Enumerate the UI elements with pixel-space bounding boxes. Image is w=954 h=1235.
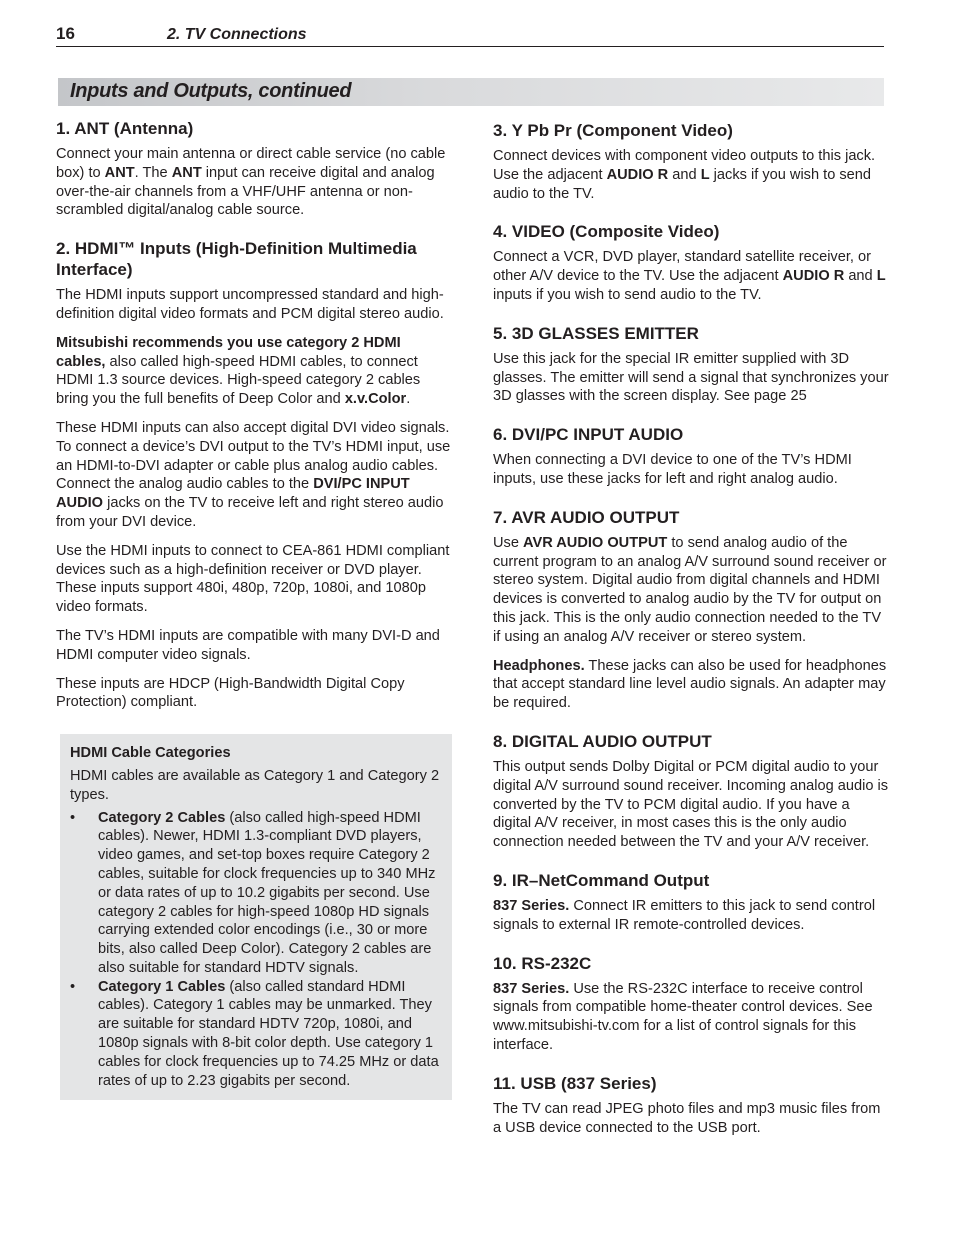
hdmi-text-3: These HDMI inputs can also accept digital DVI video signals. To connect a device’s DVI output to the TV’s HDMI input, use an HDMI-to-DVI adapter or cable plus analog audio cables. Connect the analog audio cables to the DVI/PC INPUT AUDIO jacks on the TV to receive left and right stereo audio from your DVI device. [56,419,451,530]
cable-list [70,809,442,1091]
box-intro: HDMI cables are available as Category 1 and Category 2 types. [70,767,440,803]
heading-composite: 4. VIDEO (Composite Video) [493,222,720,242]
list-item: • Category 1 Cables (also called standard HDMI cables). Category 1 cables may be unmarked. They are suitable for standard HDTV 720p, 1080i, and 1080p signals with 8-bit color depth. Use category 1 cables for clock frequencies up to 74.25 MHz or data rates of up to 2.23 gigabits per second. [70,978,439,1089]
hdmi-text-1: The HDMI inputs support uncompressed standard and high-definition digital video formats and PCM digital stereo audio. [56,287,444,322]
glasses-text: Use this jack for the special IR emitter supplied with 3D glasses. The emitter will send a signal that synchronizes your 3D glasses with the screen display. See page 25 [493,350,889,405]
heading-ir: 9. IR–NetCommand Output [493,870,710,890]
heading-hdmi: 2. HDMI™ Inputs (High-Definition Multimedia Interface) [56,239,417,280]
heading-usb: 11. USB (837 Series) [493,1073,657,1093]
page-number: 16 [56,24,75,43]
hdmi-text-6: These inputs are HDCP (High-Bandwidth Digital Copy Protection) compliant. [56,675,405,711]
section-rs232 [493,953,889,1055]
chapter-title: 2. TV Connections [167,26,307,43]
section-usb [493,1073,889,1138]
digital-text: This output sends Dolby Digital or PCM digital audio to your digital A/V surround sound receiver. Incoming analog audio is converted by the TV to PCM digital audio. If you have a digital A/V receiver, in most cases this is the only audio connection needed between the TV and your A/V receiver. [493,758,889,851]
heading-ant: 1. ANT (Antenna) [56,119,194,138]
bullet-icon: • [70,978,76,995]
list-item: • Category 2 Cables (also called high-speed HDMI cables). Newer, HDMI 1.3-compliant DVD players, video games, and set-top boxes require Category 2 cables, suitable for clock frequencies up to 340 MHz or data rates of up to 10.2 gigabits per second. Use category 2 cables for high-speed 1080p HD signals carrying extended color encodings (i.e., 30 or more bits, also called Deep Color). Category 2 cables are also suitable for standard HDTV signals. [70,809,436,976]
section-composite [493,221,889,304]
heading-rs232: 10. RS-232C [493,953,592,973]
heading-component: 3. Y Pb Pr (Component Video) [493,121,733,140]
hdmi-text-4: Use the HDMI inputs to connect to CEA-861 HDMI compliant devices such as a high-definition receiver or DVD player. These inputs support 480i, 480p, 720p, 1080i, and 1080p video formats. [56,542,450,616]
heading-dvi-audio: 6. DVI/PC INPUT AUDIO [493,425,684,445]
section-component [493,120,889,203]
heading-avr: 7. AVR AUDIO OUTPUT [493,507,680,527]
left-column [56,118,452,1100]
section-dvi-audio [493,424,889,489]
avr-text-1: Use AVR AUDIO OUTPUT to send analog audio of the current program to an analog A/V surround sound receiver or stereo system. Digital audio from digital channels and HDMI devices is converted to analog audio by the TV for output on this jack. This is the only audio connection needed to the TV if using an analog A/V receiver or stereo system. [493,534,887,645]
section-ant [56,118,452,220]
usb-text: The TV can read JPEG photo files and mp3 music files from a USB device connected to the USB port. [493,1100,881,1136]
box-title: HDMI Cable Categories [70,745,231,762]
section-digital-audio [493,731,889,852]
hdmi-cable-categories-box [60,734,452,1100]
section-hdmi [56,238,452,712]
ant-text: Connect your main antenna or direct cable service (no cable box) to ANT. The ANT input can receive digital and analog over-the-air channels from a VHF/UHF antenna or non-scrambled digital/analog cable source. [56,146,446,219]
heading-digital-audio: 8. DIGITAL AUDIO OUTPUT [493,731,712,751]
page-title: Inputs and Outputs, continued [70,80,352,102]
hdmi-text-5: The TV’s HDMI inputs are compatible with many DVI-D and HDMI computer video signals. [56,627,440,663]
heading-3d-glasses: 5. 3D GLASSES EMITTER [493,323,699,343]
section-3d-glasses [493,323,889,406]
right-column [493,120,889,1155]
ir-text: 837 Series. Connect IR emitters to this jack to send control signals to external IR remote-controlled devices. [493,897,876,933]
section-avr [493,507,889,713]
dvi-text: When connecting a DVI device to one of the TV’s HDMI inputs, use these jacks for left and right analog audio. [493,452,852,487]
hdmi-text-2: Mitsubishi recommends you use category 2 HDMI cables, also called high-speed HDMI cables, to connect HDMI 1.3 source devices. High-speed category 2 cables bring you the full benefits of Deep Color and x.v.Color. [56,334,421,408]
avr-text-2: Headphones. These jacks can also be used for headphones that accept standard line level audio signals. An adapter may be required. [493,657,887,712]
component-text: Connect devices with component video outputs to this jack. Use the adjacent AUDIO R and L jacks if you wish to send audio to the TV. [493,148,876,202]
bullet-icon: • [70,809,76,826]
composite-text: Connect a VCR, DVD player, standard satellite receiver, or other A/V device to the TV. Use the adjacent AUDIO R and L inputs if you wish to send audio to the TV. [493,249,886,303]
rs232-text: 837 Series. Use the RS-232C interface to receive control signals from compatible home-theater control devices. See www.mitsubishi-tv.com for a list of control signals for this interface. [493,980,873,1053]
section-banner [58,78,884,106]
section-ir [493,870,889,935]
page-header [56,24,884,47]
